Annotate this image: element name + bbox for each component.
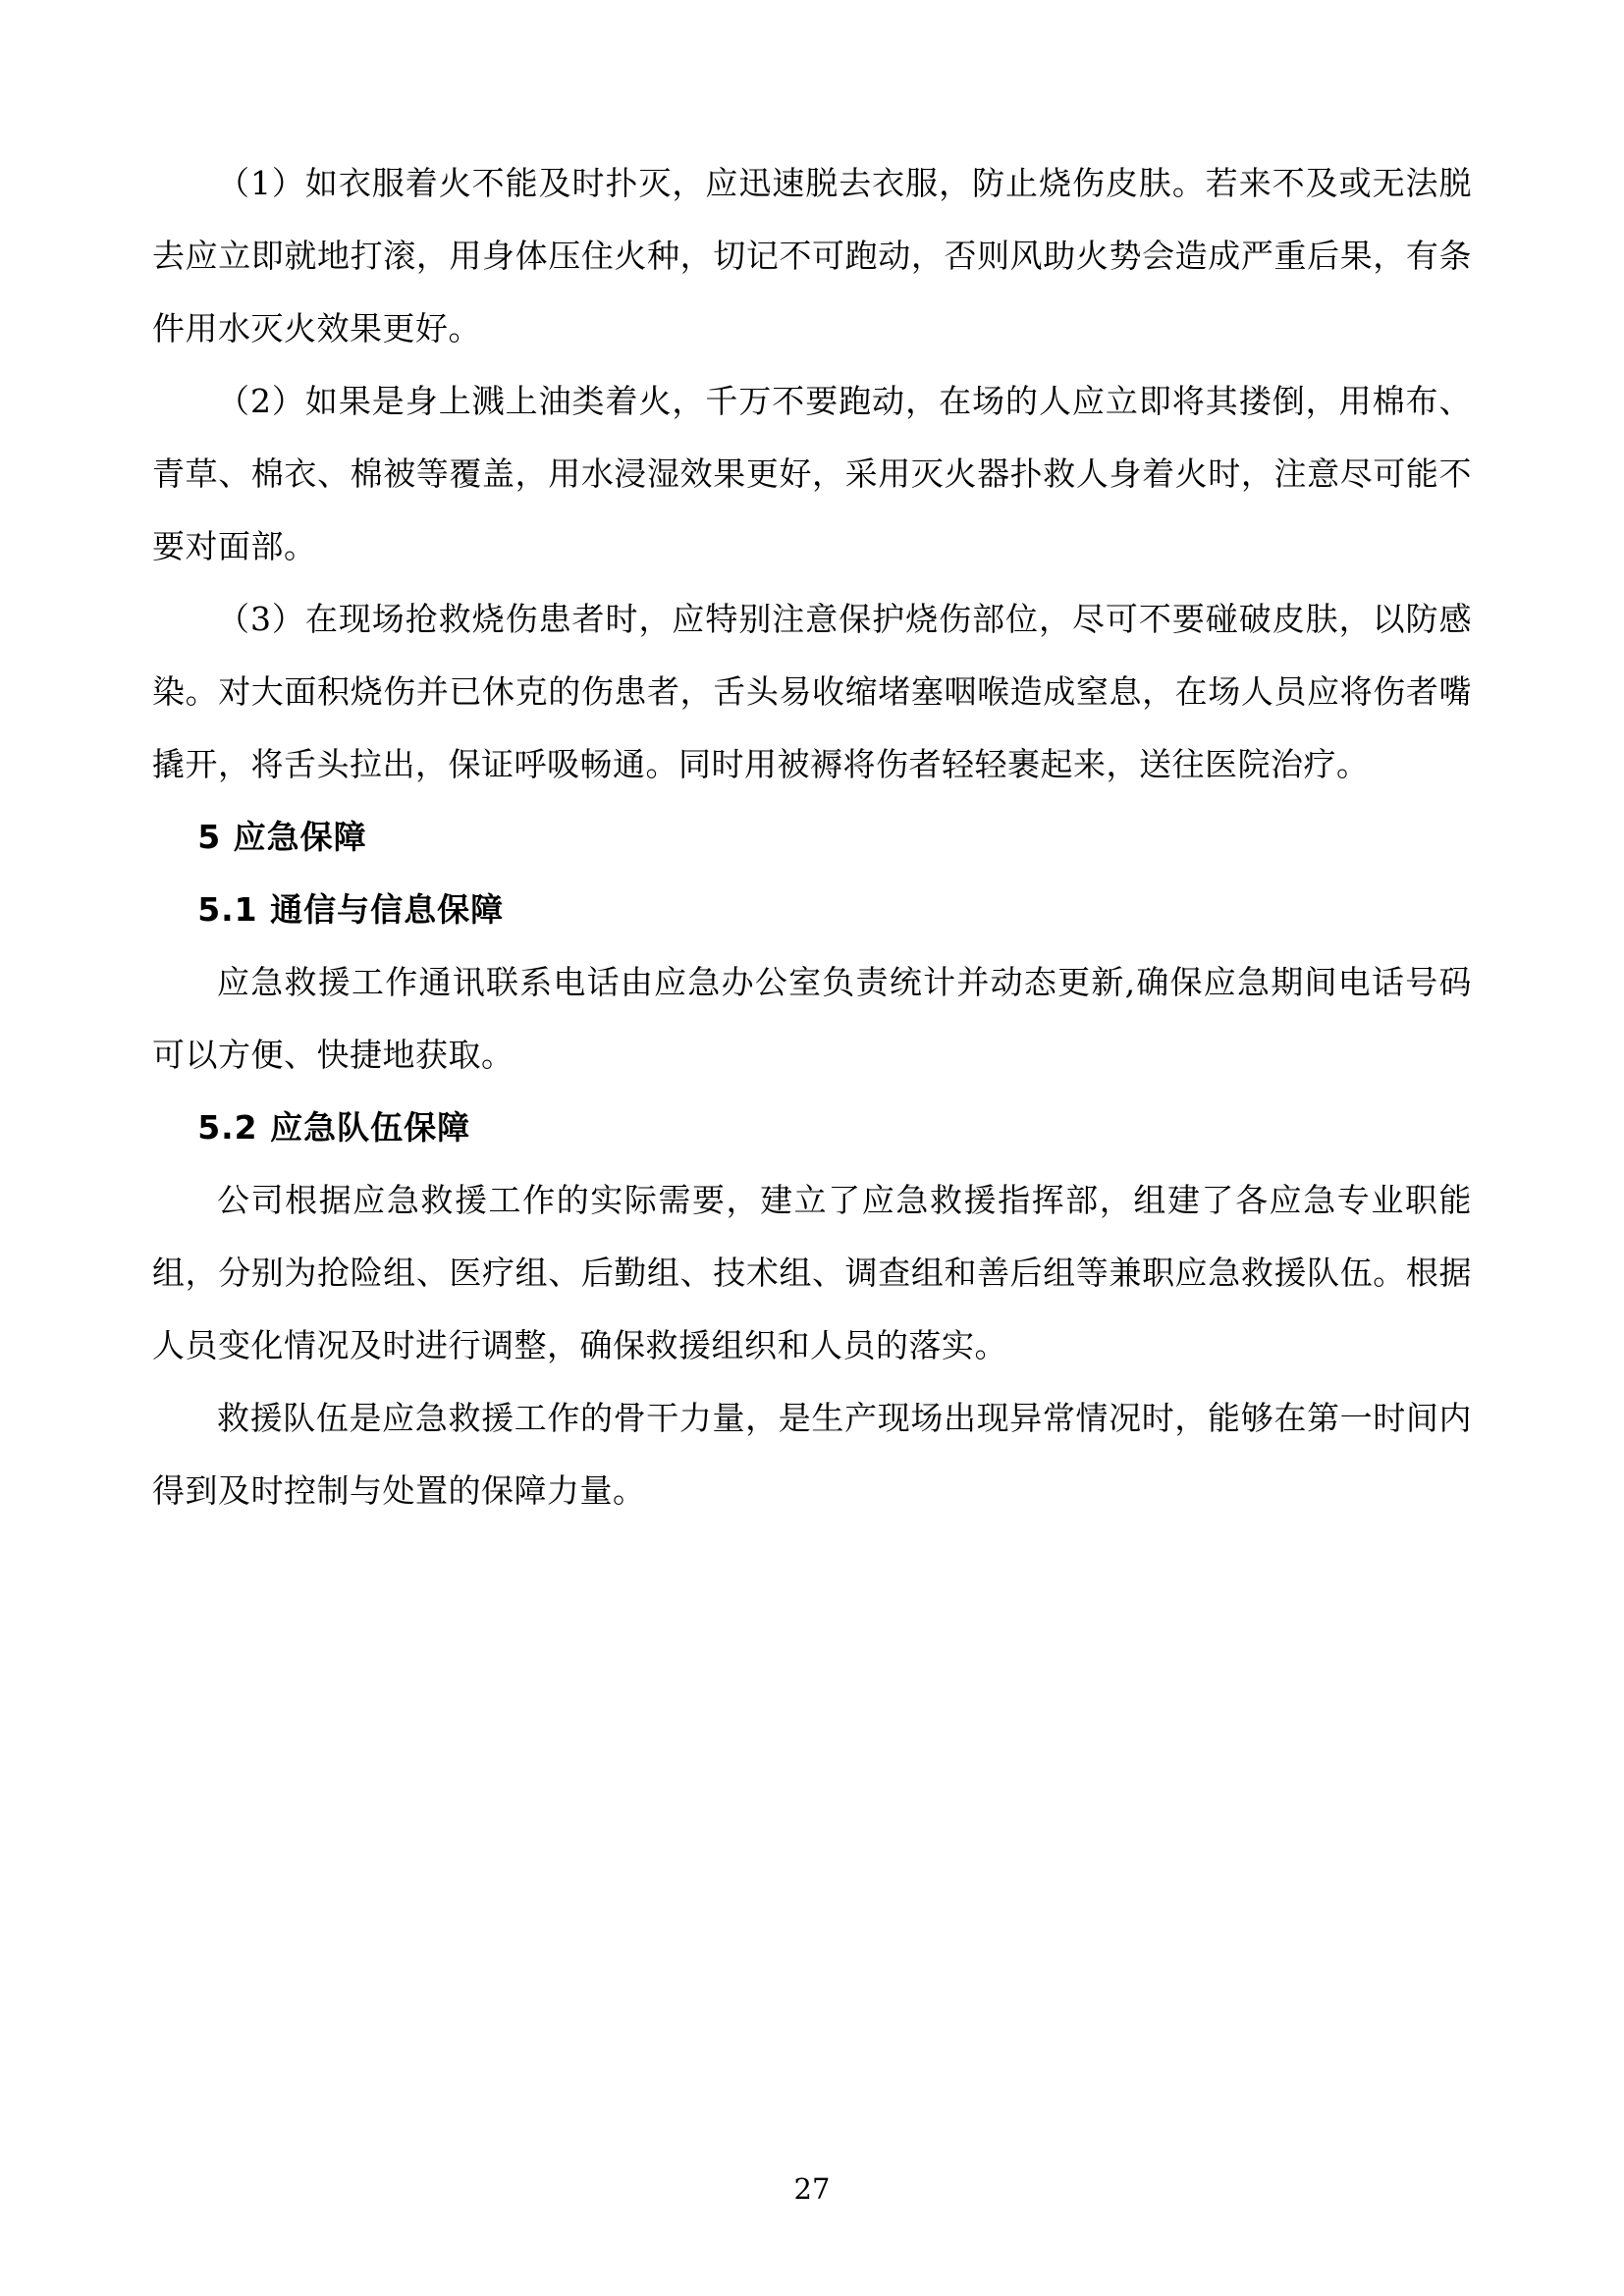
paragraph-5: 公司根据应急救援工作的实际需要，建立了应急救援指挥部，组建了各应急专业职能组，分别为抢险组、医疗组、后勤组、技术组、调查组和善后组等兼职应急救援队伍。根据人员变化情况及时进行调整，确保救援组织和人员的落实。 [152,1181,1472,1364]
document-body [152,147,1472,1527]
paragraph-3: （3）在现场抢救烧伤患者时，应特别注意保护烧伤部位，尽可不要碰破皮肤，以防感染。对大面积烧伤并已休克的伤患者，舌头易收缩堵塞咽喉造成窒息，在场人员应将伤者嘴撬开，将舌头拉出，保证呼吸畅通。同时用被褥将伤者轻轻裹起来，送往医院治疗。 [152,600,1472,783]
section-heading-5-1: 5.1 通信与信息保障 [197,890,505,929]
page-number: 27 [793,2172,831,2206]
paragraph-6: 救援队伍是应急救援工作的骨干力量，是生产现场出现异常情况时，能够在第一时间内得到及时控制与处置的保障力量。 [152,1399,1472,1510]
section-heading-5-2: 5.2 应急队伍保障 [197,1108,471,1147]
paragraph-4: 应急救援工作通讯联系电话由应急办公室负责统计并动态更新,确保应急期间电话号码可以方便、快捷地获取。 [152,963,1472,1074]
paragraph-1: （1）如衣服着火不能及时扑灭，应迅速脱去衣服，防止烧伤皮肤。若来不及或无法脱去应立即就地打滚，用身体压住火种，切记不可跑动，否则风助火势会造成严重后果，有条件用水灭火效果更好。 [152,164,1472,347]
paragraph-2: （2）如果是身上溅上油类着火，千万不要跑动，在场的人应立即将其搂倒，用棉布、青草、棉衣、棉被等覆盖，用水浸湿效果更好，采用灭火器扑救人身着火时，注意尽可能不要对面部。 [152,382,1472,565]
section-heading-5: 5 应急保障 [197,818,367,856]
